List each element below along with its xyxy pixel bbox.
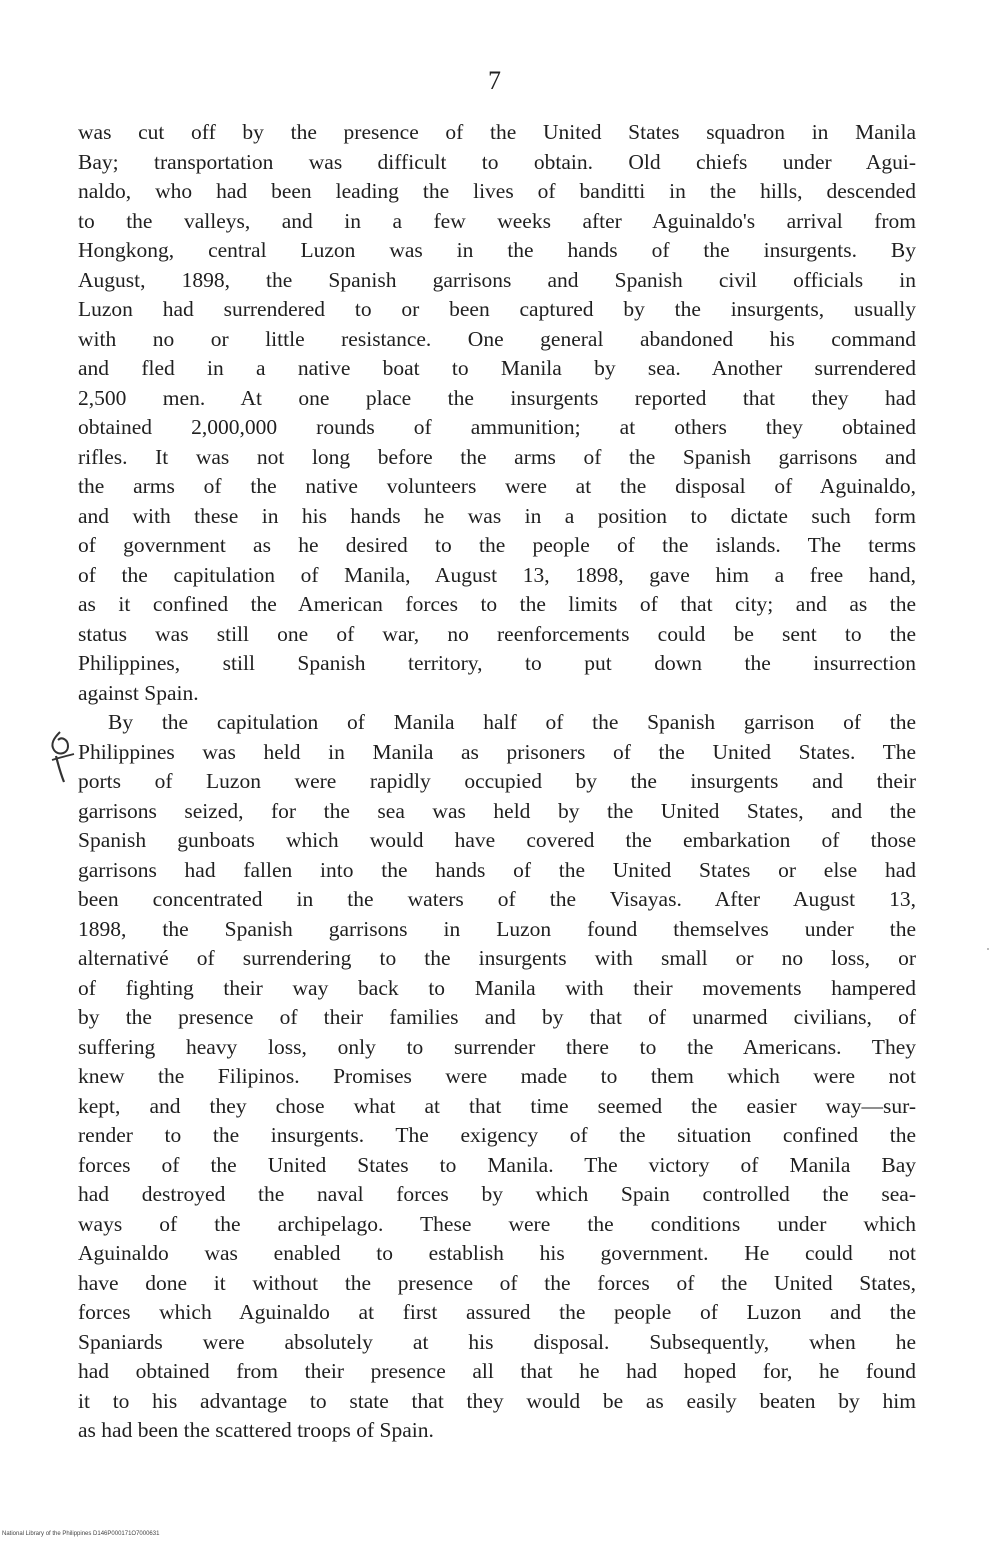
text-line: knew the Filipinos. Promises were made to them which were not [78, 1064, 916, 1088]
text-line: rifles. It was not long before the arms of the Spanish garrisons and [78, 444, 916, 469]
text-line: and with these in his hands he was in a position to dictate such form [78, 503, 916, 528]
text-line: garrisons seized, for the sea was held by the United States, and the [78, 798, 916, 823]
text-line: naldo, who had been leading the lives of banditti in the hills, descended [78, 179, 916, 203]
text-line: of fighting their way back to Manila with their movements hampered [78, 975, 916, 1000]
text-line: Philippines was held in Manila as prisoners of the United States. The [78, 739, 916, 764]
text-line: By the capitulation of Manila half of the Spanish garrison of the [108, 710, 916, 734]
text-line: of the capitulation of Manila, August 13, 1898, gave him a free hand, [78, 562, 916, 587]
body-text [78, 118, 916, 1446]
text-line: render to the insurgents. The exigency of the situation confined the [78, 1123, 916, 1147]
text-line: forces of the United States to Manila. The victory of Manila Bay [78, 1152, 916, 1177]
paragraph-1 [78, 118, 916, 708]
text-line: have done it without the presence of the forces of the United States, [78, 1270, 916, 1295]
page-number: 7 [488, 66, 501, 95]
text-line: suffering heavy loss, only to surrender there to the Americans. They [78, 1034, 916, 1059]
text-line: it to his advantage to state that they would be as easily beaten by him [78, 1388, 916, 1413]
text-line: obtained 2,000,000 rounds of ammunition; at others they obtained [78, 415, 916, 439]
text-line: Spaniards were absolutely at his disposal. Subsequently, when he [78, 1329, 916, 1354]
text-line: by the presence of their families and by that of unarmed civilians, of [78, 1005, 916, 1029]
text-line: 2,500 men. At one place the insurgents reported that they had [78, 385, 916, 410]
paragraph-2 [78, 708, 916, 1446]
text-line: with no or little resistance. One general abandoned his command [78, 326, 916, 351]
scan-footer: National Library of the Philippines D146P000171O7000631 [2, 1531, 160, 1537]
text-line: Spanish gunboats which would have covered the embarkation of those [78, 828, 916, 852]
text-line: Aguinaldo was enabled to establish his government. He could not [78, 1241, 916, 1265]
text-line: ways of the archipelago. These were the conditions under which [78, 1211, 916, 1236]
text-line: of government as he desired to the people of the islands. The terms [78, 533, 916, 557]
text-line: Philippines, still Spanish territory, to put down the insurrection [78, 651, 916, 675]
text-line: Hongkong, central Luzon was in the hands of the insurgents. By [78, 238, 916, 262]
text-line: had obtained from their presence all that he had hoped for, he found [78, 1359, 916, 1383]
text-line: kept, and they chose what at that time seemed the easier way—sur- [78, 1093, 916, 1118]
text-line: 1898, the Spanish garrisons in Luzon found themselves under the [78, 916, 916, 941]
handwritten-margin-mark [46, 730, 80, 786]
text-line: and fled in a native boat to Manila by sea. Another surrendered [78, 356, 916, 380]
text-line: had destroyed the naval forces by which Spain controlled the sea- [78, 1182, 916, 1206]
text-line: been concentrated in the waters of the Visayas. After August 13, [78, 887, 916, 911]
text-line: to the valleys, and in a few weeks after Aguinaldo's arrival from [78, 208, 916, 233]
text-line: garrisons had fallen into the hands of the United States or else had [78, 857, 916, 882]
text-line: forces which Aguinaldo at first assured the people of Luzon and the [78, 1300, 916, 1324]
text-line: alternativé of surrendering to the insurgents with small or no loss, or [78, 946, 916, 970]
text-line: as had been the scattered troops of Spain. [78, 1418, 434, 1442]
text-line: was cut off by the presence of the United States squadron in Manila [78, 120, 916, 144]
text-line: against Spain. [78, 680, 199, 705]
text-line: Luzon had surrendered to or been captured by the insurgents, usually [78, 297, 916, 321]
text-line: as it confined the American forces to the limits of that city; and as the [78, 592, 916, 616]
text-line: status was still one of war, no reenforcements could be sent to the [78, 621, 916, 646]
text-line: the arms of the native volunteers were at the disposal of Aguinaldo, [78, 474, 916, 498]
text-line: Bay; transportation was difficult to obtain. Old chiefs under Agui- [78, 149, 916, 174]
text-line: August, 1898, the Spanish garrisons and Spanish civil officials in [78, 267, 916, 292]
text-line: ports of Luzon were rapidly occupied by the insurgents and their [78, 769, 916, 793]
